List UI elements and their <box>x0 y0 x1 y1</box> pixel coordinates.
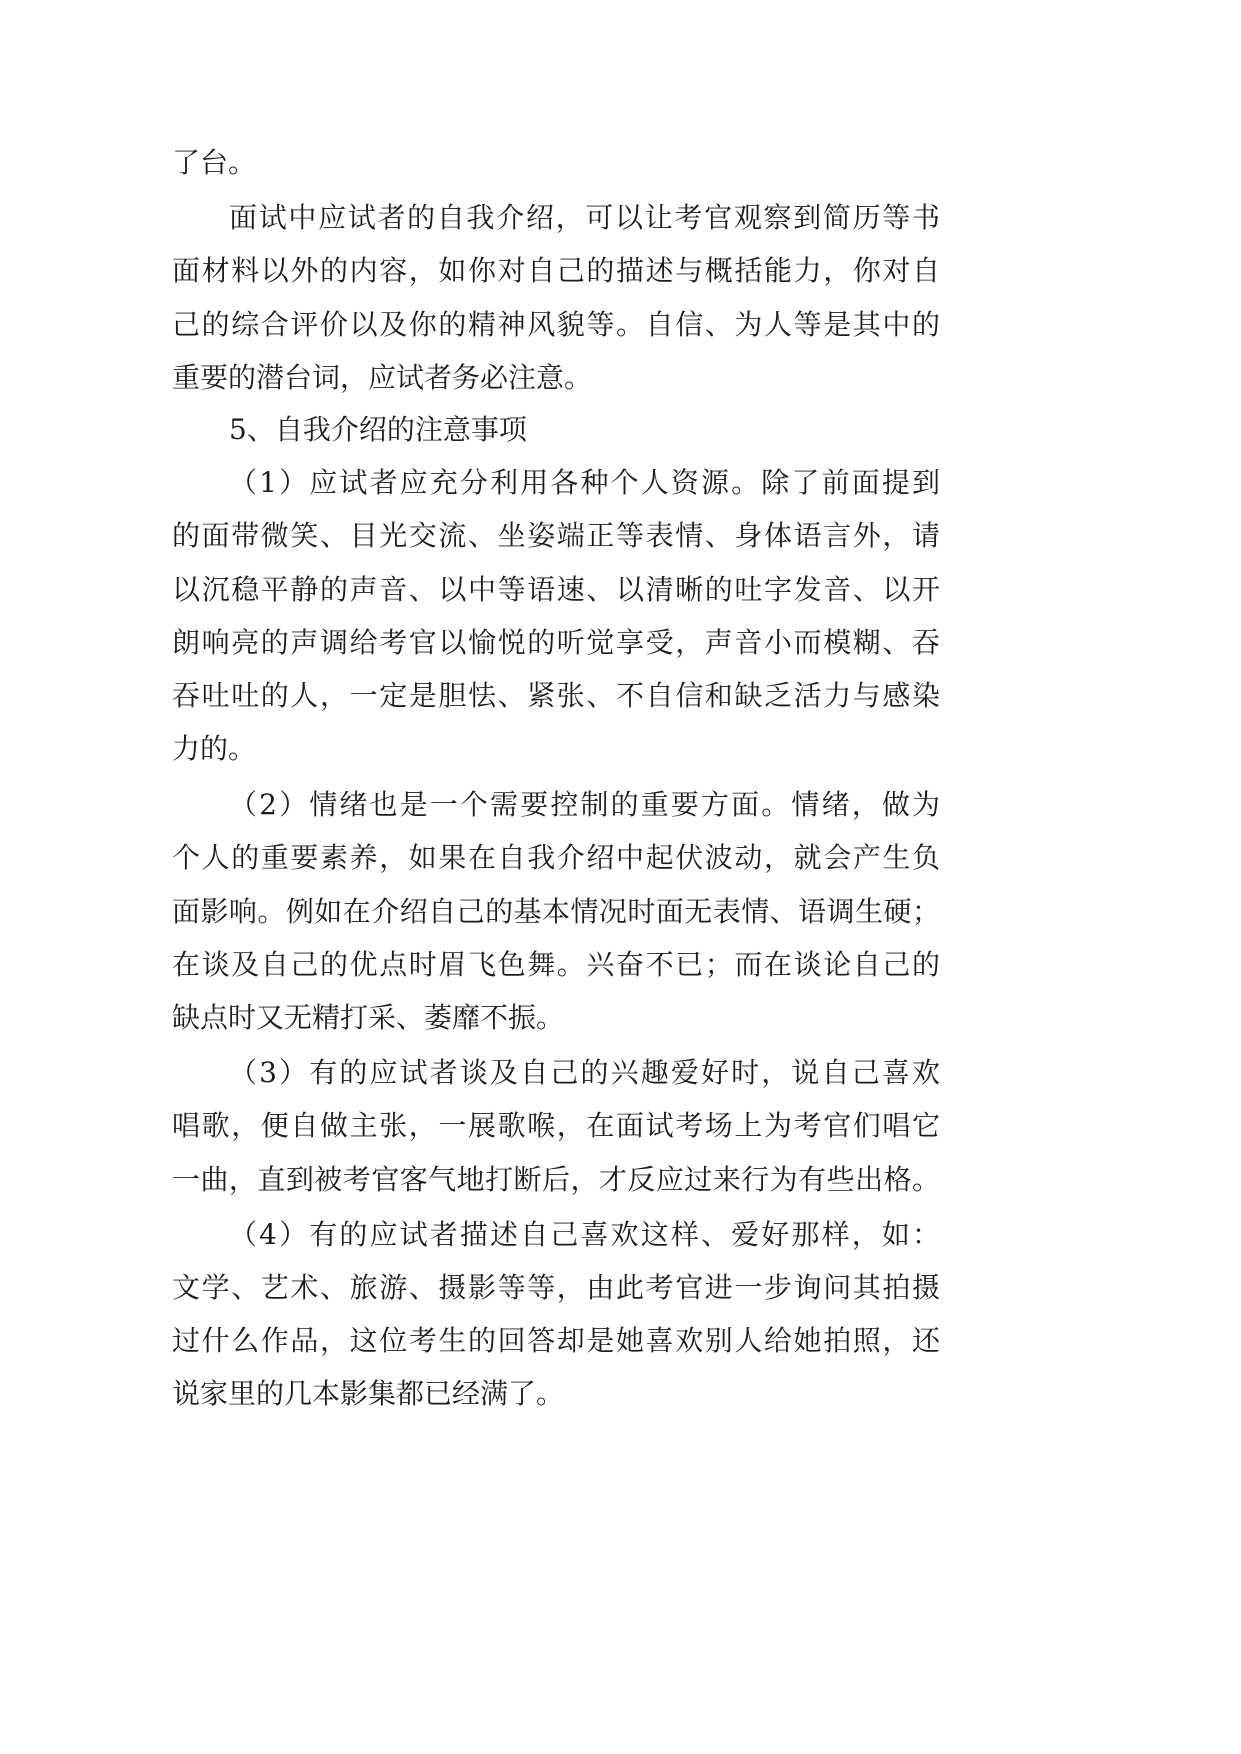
text-line: 朗响亮的声调给考官以愉悦的听觉享受，声音小而模糊、吞 <box>172 625 940 659</box>
text-line: 5、自我介绍的注意事项 <box>229 412 527 446</box>
text-line: 过什么作品，这位考生的回答却是她喜欢别人给她拍照，还 <box>172 1324 940 1358</box>
text-line: 一曲，直到被考官客气地打断后，才反应过来行为有些出格。 <box>172 1162 940 1196</box>
text-line: 个人的重要素养，如果在自我介绍中起伏波动，就会产生负 <box>172 841 940 875</box>
text-line: 面试中应试者的自我介绍，可以让考官观察到简历等书 <box>229 201 940 235</box>
text-line: 了台。 <box>172 146 257 179</box>
text-line: 说家里的几本影集都已经满了。 <box>172 1377 565 1411</box>
paragraph <box>172 1208 940 1421</box>
text-line: （3）有的应试者谈及自己的兴趣爱好时，说自己喜欢 <box>229 1056 940 1090</box>
text-line: （4）有的应试者描述自己喜欢这样、爱好那样，如： <box>229 1217 940 1251</box>
document-body <box>172 136 940 1421</box>
text-line: 重要的潜台词，应试者务必注意。 <box>172 360 593 394</box>
text-line: 以沉稳平静的声音、以中等语速、以清晰的吐字发音、以开 <box>172 572 940 606</box>
text-line: （1）应试者应充分利用各种个人资源。除了前面提到 <box>229 466 940 500</box>
paragraph <box>172 191 940 404</box>
text-line: 吞吐吐的人，一定是胆怯、紧张、不自信和缺乏活力与感染 <box>172 678 940 712</box>
paragraph <box>172 136 940 189</box>
section-heading <box>172 403 940 456</box>
text-line: 力的。 <box>172 732 257 766</box>
text-line: （2）情绪也是一个需要控制的重要方面。情绪，做为 <box>229 788 940 822</box>
text-line: 文学、艺术、旅游、摄影等等，由此考官进一步询问其拍摄 <box>172 1270 940 1304</box>
text-line: 在谈及自己的优点时眉飞色舞。兴奋不已；而在谈论自己的 <box>172 947 940 981</box>
paragraph <box>172 1046 940 1206</box>
text-line: 缺点时又无精打采、萎靡不振。 <box>172 1001 565 1034</box>
paragraph <box>172 456 940 775</box>
text-line: 面影响。例如在介绍自己的基本情况时面无表情、语调生硬； <box>172 894 940 928</box>
text-line: 唱歌，便自做主张，一展歌喉，在面试考场上为考官们唱它 <box>172 1109 940 1143</box>
text-line: 的面带微笑、目光交流、坐姿端正等表情、身体语言外，请 <box>172 519 940 553</box>
text-line: 面材料以外的内容，如你对自己的描述与概括能力，你对自 <box>172 254 940 288</box>
text-line: 己的综合评价以及你的精神风貌等。自信、为人等是其中的 <box>172 307 940 341</box>
paragraph <box>172 778 940 1044</box>
